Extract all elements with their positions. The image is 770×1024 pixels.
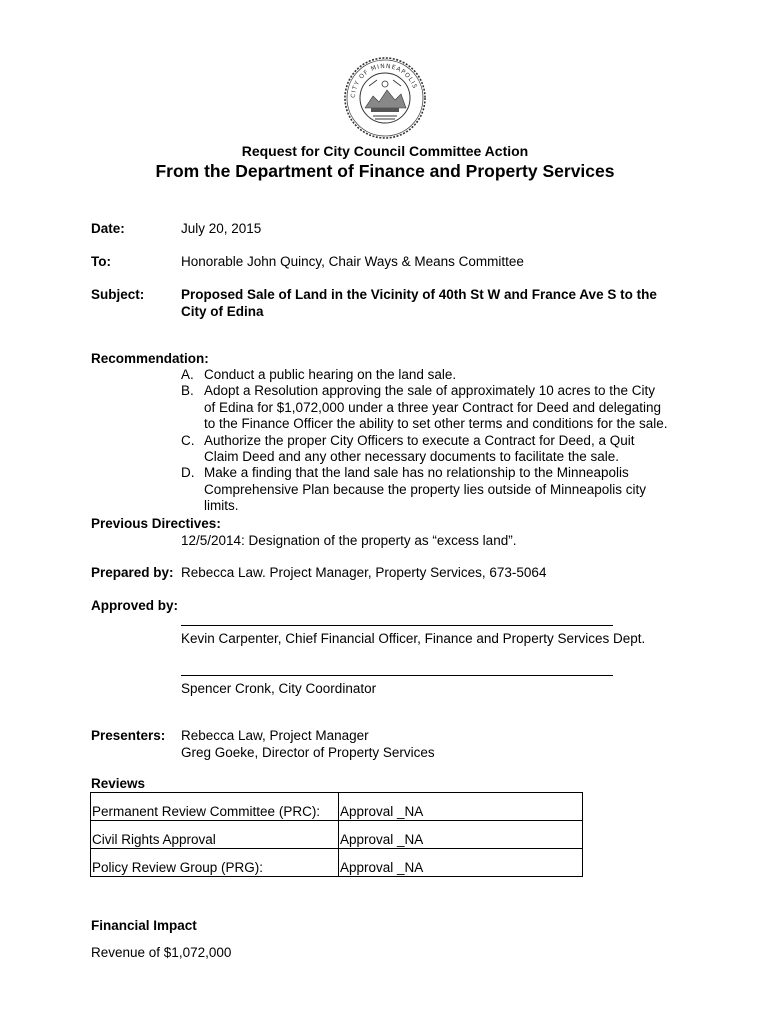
date-value: July 20, 2015 <box>181 221 262 236</box>
review-status: Approval _NA <box>339 849 583 877</box>
previous-directives-label: Previous Directives: <box>91 516 221 531</box>
city-seal-logo <box>343 56 427 140</box>
seal-text: CITY OF MINNEAPOLIS <box>349 62 419 99</box>
review-name: Permanent Review Committee (PRC): <box>91 793 339 821</box>
financial-impact-label: Financial Impact <box>91 918 197 933</box>
recommendation-item-c: C. Authorize the proper City Officers to execute a Contract for Deed, a Quit Claim Deed and any other necessary documents to facilitate the sale. <box>181 432 635 465</box>
financial-impact-text: Revenue of $1,072,000 <box>91 945 232 960</box>
approved-by-label: Approved by: <box>91 598 179 613</box>
recommendation-label: Recommendation: <box>91 351 209 366</box>
department-title: From the Department of Finance and Property Services <box>155 161 615 181</box>
to-value: Honorable John Quincy, Chair Ways & Means Committee <box>181 254 524 269</box>
presenters-label: Presenters: <box>91 728 166 743</box>
prepared-by-label: Prepared by: <box>91 565 174 580</box>
review-name: Policy Review Group (PRG): <box>91 849 339 877</box>
recommendation-list <box>181 367 701 515</box>
review-status: Approval _NA <box>339 821 583 849</box>
table-row <box>91 793 583 821</box>
presenter-1: Rebecca Law, Project Manager <box>181 728 369 743</box>
review-status: Approval _NA <box>339 793 583 821</box>
previous-directives-text: 12/5/2014: Designation of the property as “excess land”. <box>181 533 517 548</box>
table-row <box>91 821 583 849</box>
signature-line-coordinator <box>181 675 613 676</box>
subject-line-2: City of Edina <box>181 304 264 319</box>
date-label: Date: <box>91 221 125 236</box>
signature-line-cfo <box>181 625 613 626</box>
request-title: Request for City Council Committee Action <box>241 143 529 159</box>
reviews-table <box>90 792 583 877</box>
recommendation-item-d: D. Make a finding that the land sale has no relationship to the Minneapolis Comprehensive Plan because the property lies outside of Minneapolis city limits. <box>181 465 646 514</box>
reviews-label: Reviews <box>91 776 146 791</box>
approver-coordinator: Spencer Cronk, City Coordinator <box>181 681 377 696</box>
to-label: To: <box>91 254 111 269</box>
review-name: Civil Rights Approval <box>91 821 339 849</box>
subject-line-1: Proposed Sale of Land in the Vicinity of 40th St W and France Ave S to the <box>181 287 657 302</box>
recommendation-item-a: A. Conduct a public hearing on the land sale. <box>181 367 457 382</box>
approver-cfo: Kevin Carpenter, Chief Financial Officer, Finance and Property Services Dept. <box>181 631 646 646</box>
table-row <box>91 849 583 877</box>
presenter-2: Greg Goeke, Director of Property Services <box>181 745 435 760</box>
recommendation-item-b: B. Adopt a Resolution approving the sale of approximately 10 acres to the City of Edina for $1,072,000 under a three year Contract for Deed and delegating to the Finance Officer the ability to set other terms and conditions for the sale. <box>181 383 668 432</box>
subject-label: Subject: <box>91 287 145 302</box>
prepared-by-text: Rebecca Law. Project Manager, Property Services, 673-5064 <box>181 565 547 580</box>
